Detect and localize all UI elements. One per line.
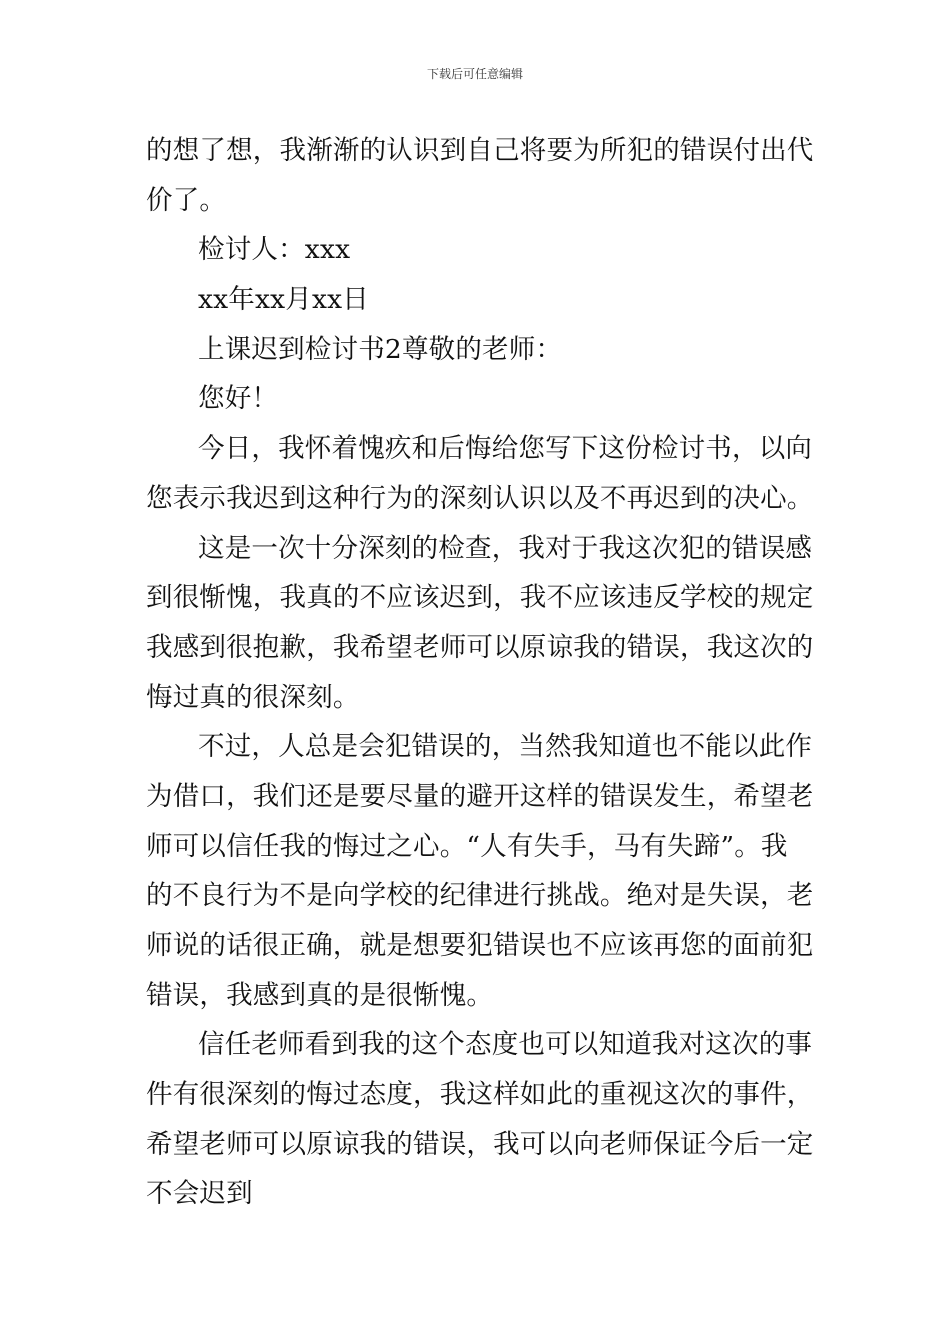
paragraph-start-line: 不过，人总是会犯错误的，当然我知道也不能以此作: [198, 731, 813, 763]
page-header: 下载后可任意编辑: [426, 67, 523, 81]
text-line: 师说的话很正确，就是想要犯错误也不应该再您的面前犯: [146, 930, 814, 961]
text-line: 件有很深刻的悔过态度，我这样如此的重视这次的事件，: [146, 1079, 814, 1111]
text-line: 为借口，我们还是要尽量的避开这样的错误发生，希望老: [146, 780, 814, 812]
greeting-line: 您好！: [198, 383, 279, 415]
paragraph-start-line: 今日，我怀着愧疚和后悔给您写下这份检讨书，以向: [198, 433, 813, 465]
text-line: 错误，我感到真的是很惭愧。: [146, 979, 494, 1011]
text-line: 价了。: [146, 184, 227, 216]
signature-line: 检讨人：xxx: [198, 234, 351, 266]
paragraph-start-line: 信任老师看到我的这个态度也可以知道我对这次的事: [198, 1029, 813, 1061]
text-line: 的不良行为不是向学校的纪律进行挑战。绝对是失误，老: [146, 880, 814, 912]
text-line: 我感到很抱歉，我希望老师可以原谅我的错误，我这次的: [146, 631, 814, 663]
text-line: 师可以信任我的悔过之心。“人有失手，马有失蹄”。我: [146, 830, 788, 862]
section-title-line: 上课迟到检讨书2尊敬的老师：: [198, 333, 563, 365]
text-line: 希望老师可以原谅我的错误，我可以向老师保证今后一定: [146, 1128, 814, 1160]
paragraph-start-line: 这是一次十分深刻的检查，我对于我这次犯的错误感: [198, 532, 813, 564]
text-line: 的想了想，我渐渐的认识到自己将要为所犯的错误付出代: [146, 135, 814, 166]
text-line: 悔过真的很深刻。: [146, 681, 360, 713]
date-line: xx年xx月xx日: [198, 284, 369, 316]
document-body: [146, 126, 814, 1219]
text-line: 到很惭愧，我真的不应该迟到，我不应该违反学校的规定: [146, 582, 814, 614]
text-line: 不会迟到: [146, 1178, 253, 1210]
text-line: 您表示我迟到这种行为的深刻认识以及不再迟到的决心。: [146, 482, 814, 514]
